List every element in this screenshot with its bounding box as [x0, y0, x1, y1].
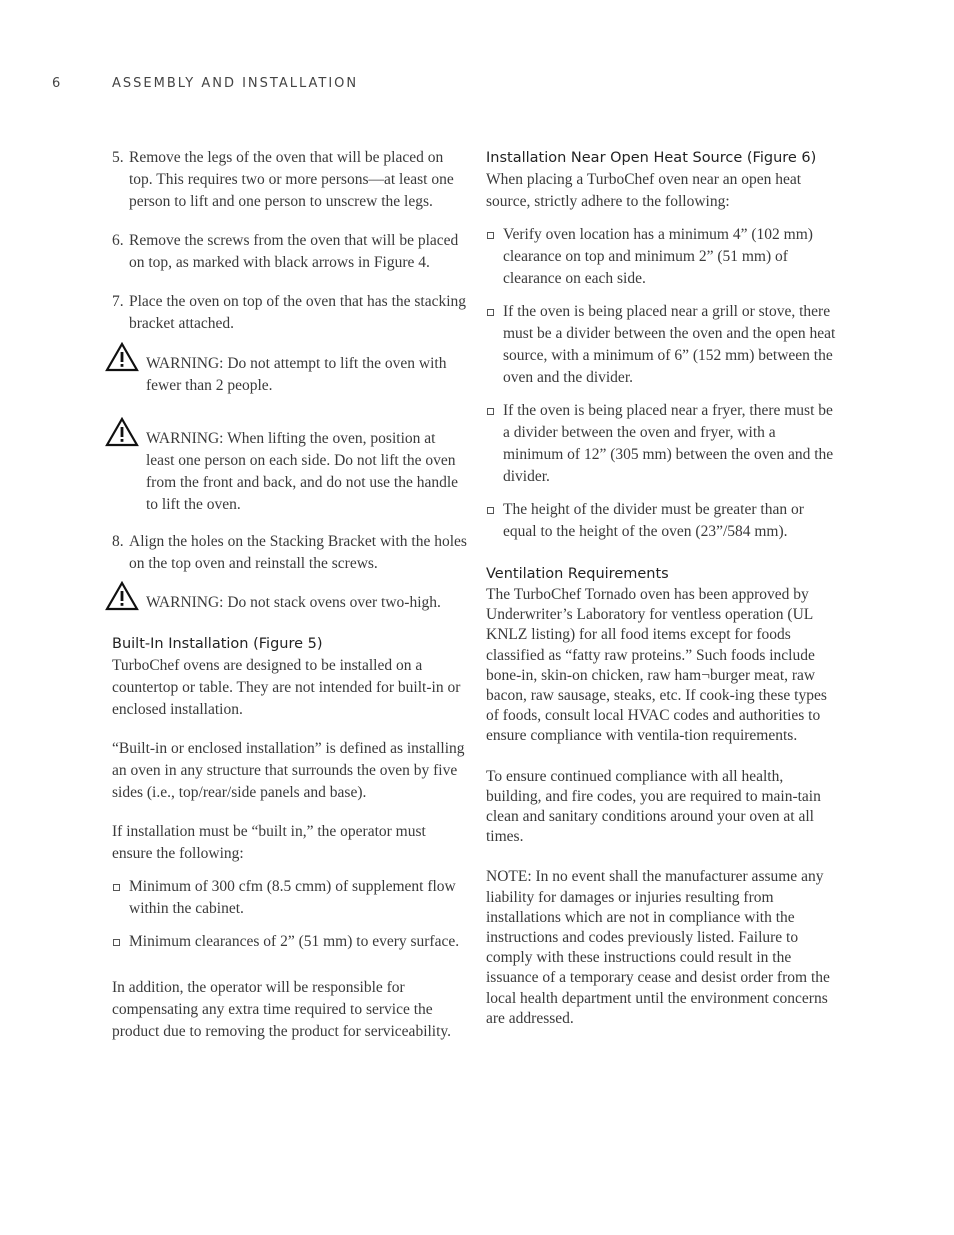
page-number: 6 [52, 76, 61, 91]
heat-bullet [486, 400, 838, 488]
square-bullet-icon [113, 939, 120, 946]
step-6 [112, 230, 467, 274]
warning-text: WARNING: Do not attempt to lift the oven with fewer than 2 people. [146, 355, 447, 394]
ventilation-paragraph-2: To ensure continued compliance with all health, building, and fire codes, you are required to main-tain clean and sanitary conditions around your oven at all times. [486, 767, 821, 846]
builtin-paragraph-1: TurboChef ovens are designed to be installed on a countertop or table. They are not intended for built-in or enclosed installation. [112, 657, 461, 718]
ventilation-heading: Ventilation Requirements [486, 566, 669, 582]
step-text: Place the oven on top of the oven that has the stacking bracket attached. [129, 293, 467, 332]
square-bullet-icon [487, 408, 494, 415]
warning-lift-position [112, 428, 467, 516]
heat-bullet [486, 301, 838, 389]
square-bullet-icon [113, 884, 120, 891]
bullet-text: If the oven is being placed near a fryer, there must be a divider between the oven and fryer, with a minimum of 12” (305 mm) between the oven and the divider. [503, 402, 834, 485]
builtin-paragraph-2: “Built-in or enclosed installation” is defined as installing an oven in any structure that surrounds the oven by five sides (i.e., top/rear/side panels and base). [112, 740, 465, 801]
bullet-text: Verify oven location has a minimum 4” (102 mm) clearance on top and minimum 2” (51 mm) of clearance on each side. [503, 226, 813, 287]
square-bullet-icon [487, 309, 494, 316]
step-number: 5. [112, 149, 124, 166]
warning-triangle-icon [105, 581, 139, 611]
warning-triangle-icon [105, 342, 139, 372]
ventilation-body [486, 585, 838, 1029]
square-bullet-icon [487, 232, 494, 239]
step-text: Remove the screws from the oven that will be placed on top, as marked with black arrows in Figure 4. [129, 232, 459, 271]
builtin-bullet [112, 876, 467, 920]
step-8 [112, 531, 467, 575]
step-number: 7. [112, 293, 124, 310]
bullet-text: If the oven is being placed near a grill or stove, there must be a divider between the oven and the open heat source, with a minimum of 6” (152 mm) between the oven and the divider. [503, 303, 836, 386]
right-column [486, 147, 838, 1029]
heat-bullet [486, 224, 838, 290]
warning-lift-people [112, 353, 467, 397]
warning-triangle-icon [105, 417, 139, 447]
bullet-text: Minimum of 300 cfm (8.5 cmm) of supplement flow within the cabinet. [129, 878, 456, 917]
ventilation-note: NOTE: In no event shall the manufacturer assume any liability for damages or injuries resulting from installations which are not in compliance with the instructions and codes previously listed. Failure to comply with these instructions could result in the issuance of a temporary cease and desist order from the local health department until the environment concerns are addressed. [486, 868, 830, 1027]
builtin-heading: Built-In Installation (Figure 5) [112, 636, 323, 652]
step-text: Align the holes on the Stacking Bracket with the holes on the top oven and reinstall the screws. [129, 533, 467, 572]
left-column [112, 147, 467, 1043]
step-7 [112, 291, 467, 335]
heat-source-heading: Installation Near Open Heat Source (Figure 6) [486, 150, 817, 166]
warning-stack-height [112, 592, 467, 614]
heat-source-intro: When placing a TurboChef oven near an open heat source, strictly adhere to the following: [486, 171, 802, 210]
step-text: Remove the legs of the oven that will be placed on top. This requires two or more persons—at least one person to lift and one person to unscrew the legs. [129, 149, 454, 210]
ventilation-paragraph-1: The TurboChef Tornado oven has been approved by Underwriter’s Laboratory for ventless operation (UL KNLZ listing) for all food items except for foods classified as “fatty raw proteins.” Such foods include bone-in, skin-on chicken, raw ham¬burger meat, raw bacon, raw sausage, steaks, etc. If cook-ing these types of foods, consult local HVAC codes and authorities to ensure compliance with ventila-tion requirements. [486, 586, 827, 745]
builtin-paragraph-3: If installation must be “built in,” the operator must ensure the following: [112, 823, 426, 862]
builtin-bullet [112, 931, 467, 953]
step-number: 6. [112, 232, 124, 249]
heat-bullet [486, 499, 838, 543]
warning-text: WARNING: Do not stack ovens over two-high. [146, 594, 441, 611]
square-bullet-icon [487, 507, 494, 514]
step-5 [112, 147, 467, 213]
section-title: ASSEMBLY AND INSTALLATION [112, 76, 359, 91]
bullet-text: The height of the divider must be greater than or equal to the height of the oven (23”/584 mm). [503, 501, 804, 540]
step-number: 8. [112, 533, 124, 550]
builtin-paragraph-4: In addition, the operator will be responsible for compensating any extra time required to service the product due to removing the product for serviceability. [112, 979, 452, 1040]
warning-text: WARNING: When lifting the oven, position at least one person on each side. Do not lift the oven from the front and back, and do not use the handle to lift the oven. [146, 430, 459, 513]
bullet-text: Minimum clearances of 2” (51 mm) to every surface. [129, 933, 460, 950]
